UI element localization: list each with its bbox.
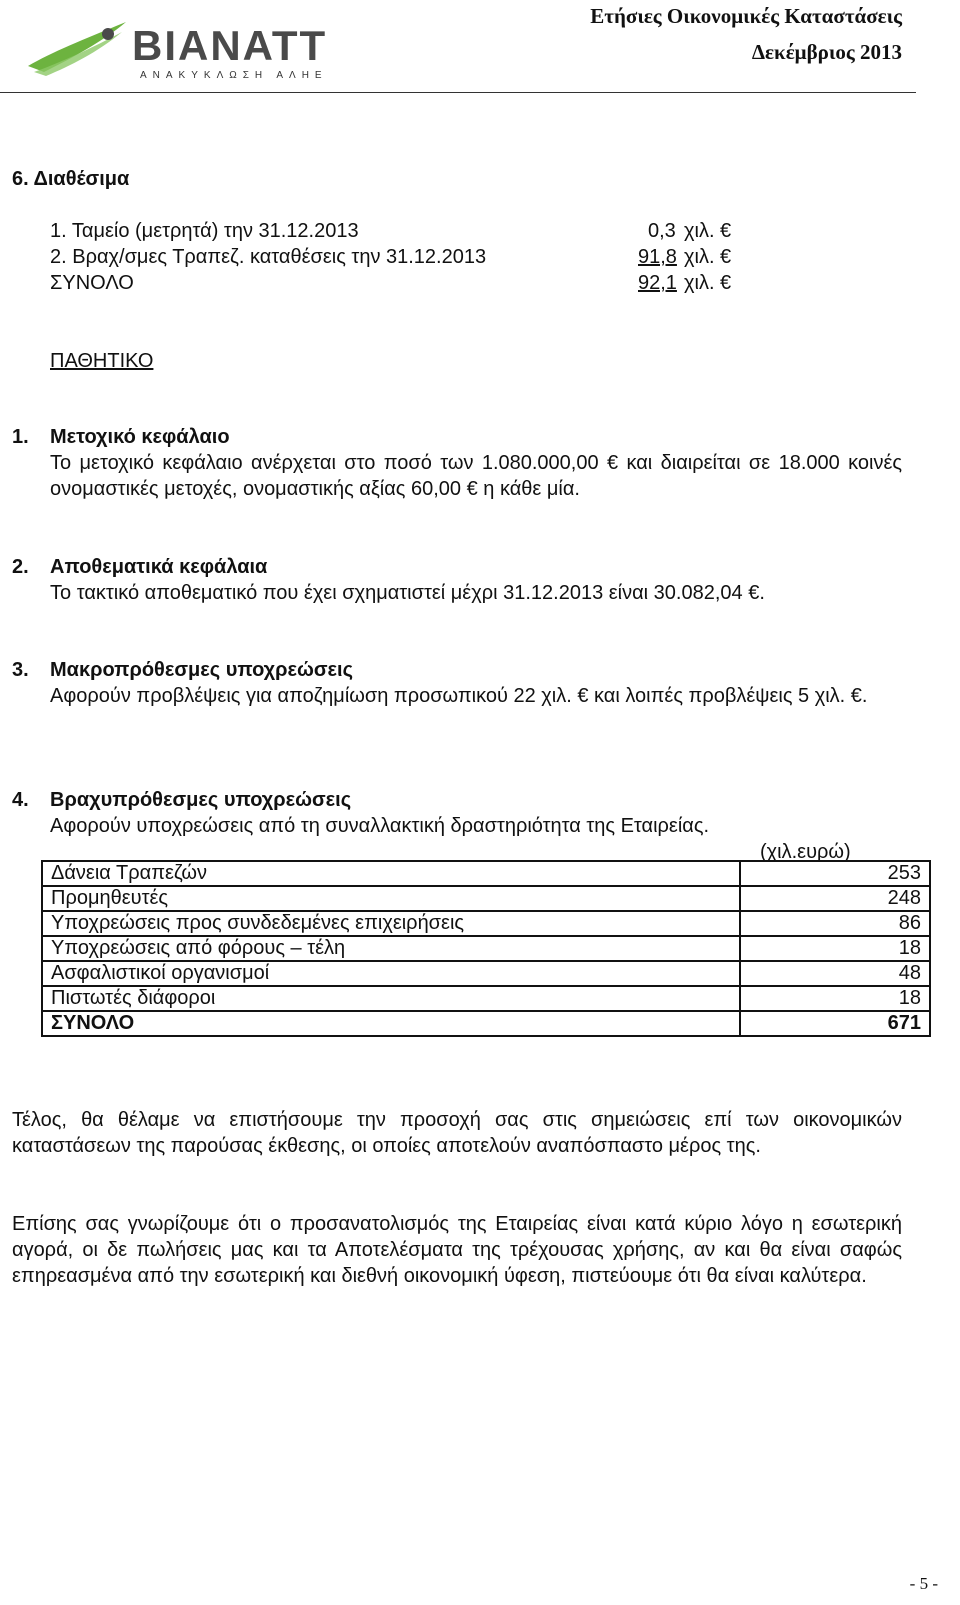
liabilities-heading: ΠΑΘΗΤΙΚΟ — [50, 350, 154, 372]
row-value: 48 — [740, 961, 930, 986]
table-row — [42, 861, 930, 886]
unit-note: (χιλ.ευρώ) — [760, 841, 851, 863]
short-term-title: Βραχυπρόθεσμες υποχρεώσεις — [50, 789, 352, 811]
row-label: Δάνεια Τραπεζών — [42, 861, 740, 886]
section-heading-available-funds: 6. Διαθέσιμα — [12, 168, 130, 190]
recycle-swoosh-icon — [22, 12, 132, 78]
table-row — [42, 886, 930, 911]
share-capital-title: Μετοχικό κεφάλαιο — [50, 426, 230, 448]
header-divider — [0, 92, 916, 93]
table-total-row — [42, 1011, 930, 1036]
row-label: Πιστωτές διάφοροι — [42, 986, 740, 1011]
row-label: Ασφαλιστικοί οργανισμοί — [42, 961, 740, 986]
total-value: 671 — [740, 1011, 930, 1036]
cash-value: 0,3 — [648, 220, 676, 242]
row-value: 86 — [740, 911, 930, 936]
document-date: Δεκέμβριος 2013 — [751, 40, 902, 64]
logo-tagline: ΑΝΑΚΥΚΛΩΣΗ ΑΛΗΕ — [140, 70, 328, 81]
long-term-title: Μακροπρόθεσμες υποχρεώσεις — [50, 659, 354, 681]
deposits-value: 91,8 — [638, 246, 677, 268]
funds-total-value: 92,1 — [638, 272, 677, 294]
table-row — [42, 911, 930, 936]
long-term-text: Αφορούν προβλέψεις για αποζημίωση προσωπικού 22 χιλ. € και λοιπές προβλέψεις 5 χιλ. €. — [50, 685, 868, 707]
logo-name: BIANATT — [132, 22, 328, 69]
reserves-number: 2. — [12, 556, 29, 578]
table-row — [42, 961, 930, 986]
reserves-title: Αποθεματικά κεφάλαια — [50, 556, 268, 578]
table-row — [42, 936, 930, 961]
company-logo — [22, 12, 402, 80]
row-label: Υποχρεώσεις από φόρους – τέλη — [42, 936, 740, 961]
row-value: 18 — [740, 986, 930, 1011]
cash-unit: χιλ. € — [684, 220, 732, 242]
share-capital-number: 1. — [12, 426, 29, 448]
deposits-unit: χιλ. € — [684, 246, 732, 268]
short-term-liabilities-table — [41, 860, 931, 1037]
short-term-text: Αφορούν υποχρεώσεις από τη συναλλακτική δραστηριότητα της Εταιρείας. — [50, 815, 710, 837]
share-capital-text: Το μετοχικό κεφάλαιο ανέρχεται στο ποσό των 1.080.000,00 € και διαιρείται σε 18.000 κοινές ονομαστικές μετοχές, ονομαστικής αξίας 60,00 € η κάθε μία. — [50, 452, 902, 500]
long-term-number: 3. — [12, 659, 29, 681]
short-term-number: 4. — [12, 789, 29, 811]
document-title: Ετήσιες Οικονομικές Καταστάσεις — [590, 4, 902, 28]
table-row — [42, 986, 930, 1011]
total-label: ΣΥΝΟΛΟ — [42, 1011, 740, 1036]
closing-paragraph-2: Επίσης σας γνωρίζουμε ότι ο προσανατολισμός της Εταιρείας είναι κατά κύριο λόγο η εσωτερική αγορά, οι δε πωλήσεις μας και τα Αποτελέσματα της τρέχουσας χρήσης, αν και θα είναι σαφώς επηρεασμένα από την εσωτερική και διεθνή οικονομική ύφεση, πιστεύουμε ότι θα είναι καλύτερα. — [12, 1213, 902, 1287]
funds-total-unit: χιλ. € — [684, 272, 732, 294]
reserves-text: Το τακτικό αποθεματικό που έχει σχηματιστεί μέχρι 31.12.2013 είναι 30.082,04 €. — [50, 582, 765, 604]
row-value: 253 — [740, 861, 930, 886]
deposits-label: 2. Βραχ/σμες Τραπεζ. καταθέσεις την 31.12.2013 — [50, 246, 487, 268]
row-value: 248 — [740, 886, 930, 911]
row-label: Προμηθευτές — [42, 886, 740, 911]
closing-paragraph-1: Τέλος, θα θέλαμε να επιστήσουμε την προσοχή σας στις σημειώσεις επί των οικονομικών καταστάσεων της παρούσας έκθεσης, οι οποίες αποτελούν αναπόσπαστο μέρος της. — [12, 1109, 902, 1157]
row-value: 18 — [740, 936, 930, 961]
page-number: - 5 - — [909, 1574, 938, 1593]
funds-total-label: ΣΥΝΟΛΟ — [50, 272, 134, 294]
cash-label: 1. Ταμείο (μετρητά) την 31.12.2013 — [50, 220, 359, 242]
row-label: Υποχρεώσεις προς συνδεδεμένες επιχειρήσεις — [42, 911, 740, 936]
